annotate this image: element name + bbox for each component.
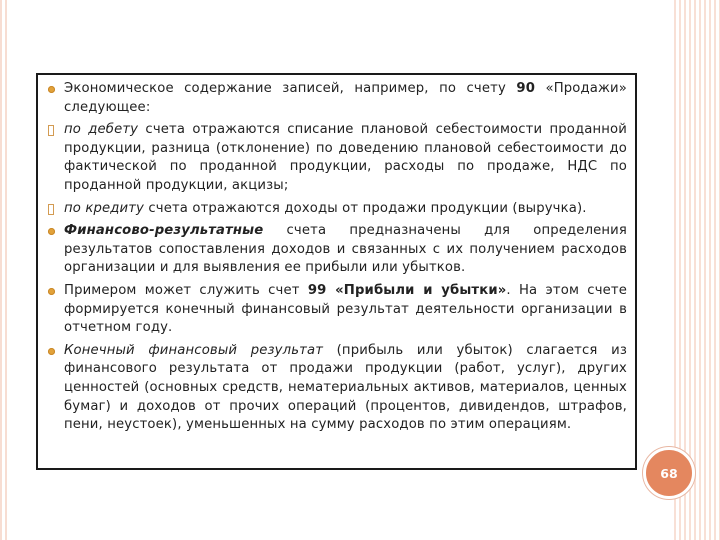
list-item: по кредиту счета отражаются доходы от продажи продукции (выручка). xyxy=(48,200,627,219)
bullet-dot-icon xyxy=(48,86,55,93)
page-number-badge: 68 xyxy=(643,447,695,499)
list-item: Примером может служить счет 99 «Прибыли и убытки». На этом счете формируется конечный финансовый результат деятельности организации в отчетном году. xyxy=(48,282,627,338)
left-decorative-stripe xyxy=(0,0,10,540)
bullet-dot-icon xyxy=(48,288,55,295)
list-item: Конечный финансовый результат (прибыль или убыток) слагается из финансового результата от продажи продукции (работ, услуг), других ценностей (основных средств, нематериальных активов, материалов, ценных бумаг) и доходов от прочих операций (процентов, дивидендов, штрафов, пени, неустоек), уменьшенных на сумму расходов по этим операциям. xyxy=(48,342,627,435)
list-item: Экономическое содержание записей, например, по счету 90 «Продажи» следующее: xyxy=(48,80,627,117)
list-item: по дебету счета отражаются списание плановой себестоимости проданной продукции, разница (отклонение) по доведению плановой себестоимости до фактической по проданной продукции, расходы по продаже, НДС по проданной продукции, акцизы; xyxy=(48,121,627,195)
bullet-dot-icon xyxy=(48,228,55,235)
bullet-square-icon xyxy=(48,204,54,215)
content-textbox xyxy=(36,73,637,470)
bullet-square-icon xyxy=(48,125,54,136)
list-item: Финансово-результатные счета предназначены для определения результатов сопоставления доходов и связанных с их получением расходов организации и для выявления ее прибыли или убытков. xyxy=(48,222,627,278)
bullet-dot-icon xyxy=(48,348,55,355)
